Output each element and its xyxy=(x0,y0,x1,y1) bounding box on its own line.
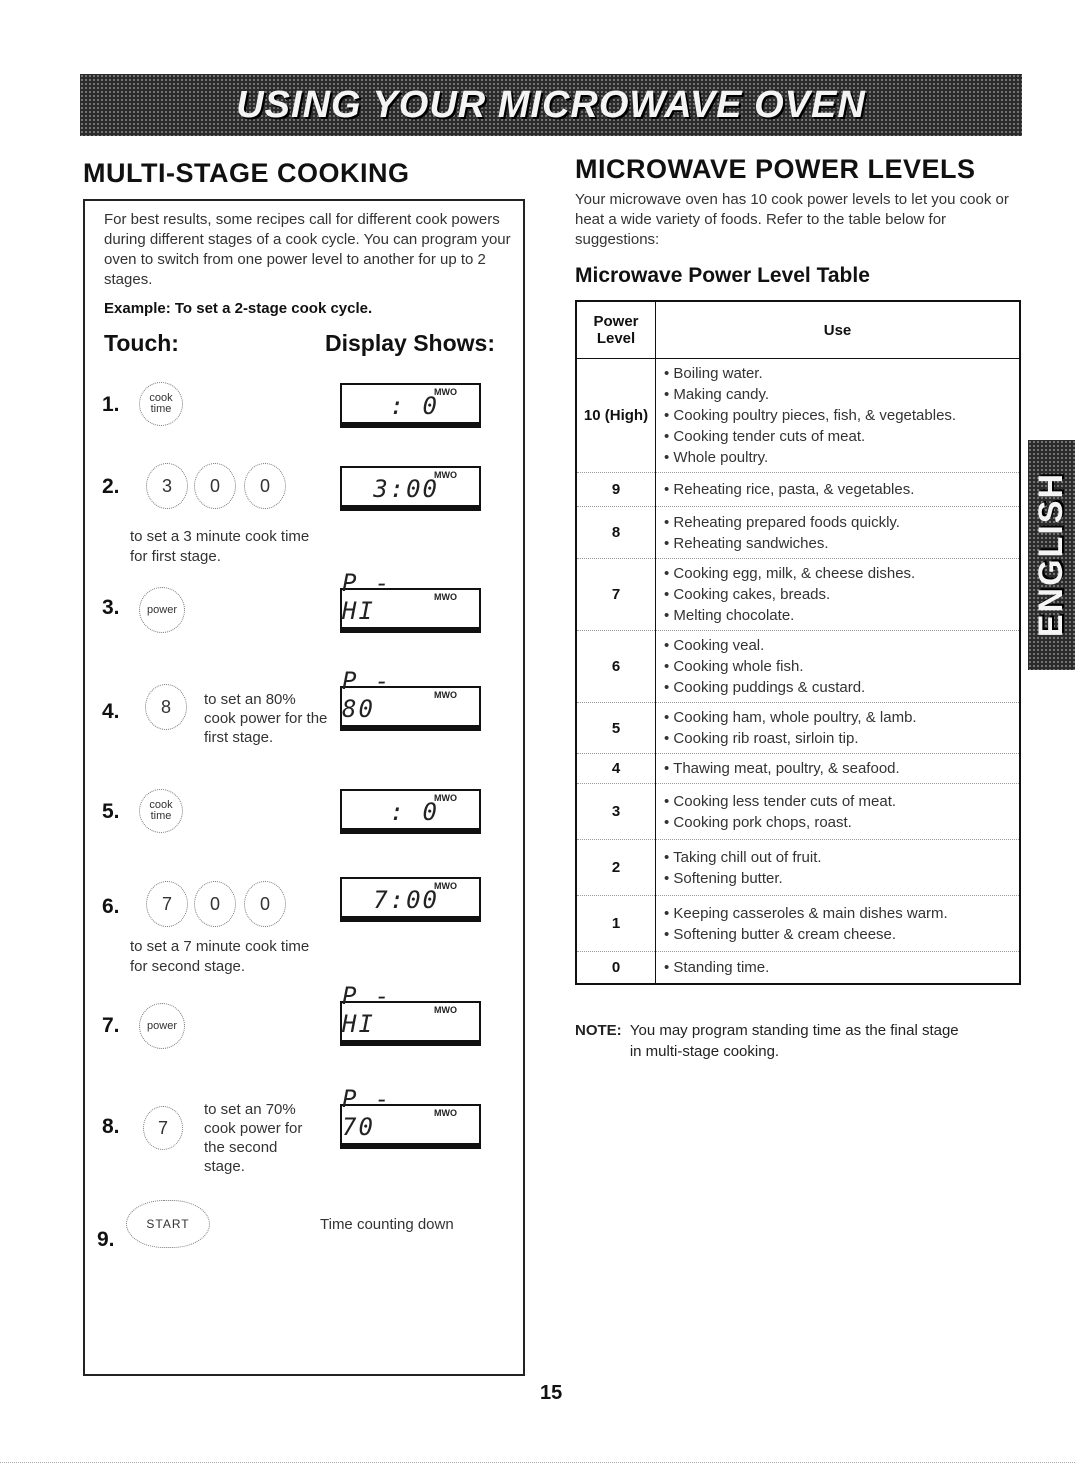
display-panel xyxy=(340,1085,481,1149)
display-panel xyxy=(340,383,481,428)
use-cell xyxy=(656,473,1021,507)
display-badge: MWO xyxy=(434,592,457,602)
use-item: • Taking chill out of fruit. xyxy=(664,847,1013,868)
use-item: • Melting chocolate. xyxy=(664,605,1013,626)
display-panel xyxy=(340,667,481,731)
use-item: • Cooking rib roast, sirloin tip. xyxy=(664,728,1013,749)
display-badge: MWO xyxy=(434,1005,457,1015)
power-key: power xyxy=(139,1003,185,1049)
number-key: 0 xyxy=(194,463,236,509)
display-badge: MWO xyxy=(434,881,457,891)
table-row xyxy=(576,784,1020,840)
step-number: 1. xyxy=(102,393,120,416)
use-item: • Reheating sandwiches. xyxy=(664,533,1013,554)
table-row xyxy=(576,703,1020,754)
use-item: • Whole poultry. xyxy=(664,447,1013,468)
banner-title: USING YOUR MICROWAVE OVEN xyxy=(236,83,866,126)
table-row xyxy=(576,896,1020,952)
step-note: to set an 80% cook power for the first stage. xyxy=(204,691,328,746)
step-number: 5. xyxy=(102,800,120,823)
power-level-table xyxy=(575,300,1021,985)
step-note: to set a 7 minute cook time for second stage. xyxy=(130,938,310,975)
display-value: 7:00 xyxy=(373,886,439,914)
use-item: • Cooking ham, whole poultry, & lamb. xyxy=(664,707,1013,728)
number-key: 0 xyxy=(244,463,286,509)
display-panel xyxy=(340,982,481,1046)
use-item: • Softening butter. xyxy=(664,868,1013,889)
display-badge: MWO xyxy=(434,1108,457,1118)
table-row xyxy=(576,631,1020,703)
power-level-cell: 9 xyxy=(576,473,656,507)
use-item: • Keeping casseroles & main dishes warm. xyxy=(664,903,1013,924)
display-value: P - HI xyxy=(342,982,392,1038)
use-item: • Cooking egg, milk, & cheese dishes. xyxy=(664,563,1013,584)
page-divider xyxy=(0,1462,1075,1463)
use-item: • Cooking whole fish. xyxy=(664,656,1013,677)
use-item: • Reheating rice, pasta, & vegetables. xyxy=(664,479,1013,500)
multi-stage-box xyxy=(83,199,525,1376)
page-banner xyxy=(80,74,1022,136)
power-levels-intro: Your microwave oven has 10 cook power levels to let you cook or heat a wide variety of foods. Refer to the table below for suggestions: xyxy=(575,191,1009,248)
table-row xyxy=(576,952,1020,984)
use-cell xyxy=(656,840,1021,896)
note-label: NOTE: xyxy=(575,1022,622,1039)
power-table-body xyxy=(576,359,1020,984)
power-level-cell: 8 xyxy=(576,507,656,559)
use-item: • Cooking tender cuts of meat. xyxy=(664,426,1013,447)
column-header-use: Use xyxy=(656,301,1021,359)
display-value: : 0 xyxy=(389,798,439,826)
display-value: P - HI xyxy=(342,569,392,625)
use-item: • Cooking puddings & custard. xyxy=(664,677,1013,698)
power-level-cell: 1 xyxy=(576,896,656,952)
table-row xyxy=(576,473,1020,507)
use-item: • Cooking poultry pieces, fish, & vegetables. xyxy=(664,405,1013,426)
column-header-power: Power Level xyxy=(576,301,656,359)
display-status-text: Time counting down xyxy=(320,1216,454,1233)
use-item: • Reheating prepared foods quickly. xyxy=(664,512,1013,533)
use-cell xyxy=(656,784,1021,840)
use-item: • Softening butter & cream cheese. xyxy=(664,924,1013,945)
number-key: 3 xyxy=(146,463,188,509)
table-row xyxy=(576,559,1020,631)
table-row xyxy=(576,359,1020,473)
use-cell xyxy=(656,952,1021,984)
page-number: 15 xyxy=(540,1382,563,1404)
use-item: • Cooking pork chops, roast. xyxy=(664,812,1013,833)
power-level-cell: 0 xyxy=(576,952,656,984)
use-item: • Making candy. xyxy=(664,384,1013,405)
use-item: • Thawing meat, poultry, & seafood. xyxy=(664,758,1013,779)
number-key: 7 xyxy=(143,1106,183,1150)
power-level-cell: 10 (High) xyxy=(576,359,656,473)
cook-time-key: cook time xyxy=(139,382,183,426)
multi-stage-intro: For best results, some recipes call for different cook powers during different stages of a cook cycle. You can program your oven to switch from one power level to another for up to 2 stages. xyxy=(104,211,511,288)
touch-column-label: Touch: xyxy=(104,330,179,356)
use-cell xyxy=(656,754,1021,784)
use-cell xyxy=(656,703,1021,754)
power-key: power xyxy=(139,587,185,633)
use-item: • Cooking veal. xyxy=(664,635,1013,656)
display-badge: MWO xyxy=(434,690,457,700)
step-note: to set an 70% cook power for the second stage. xyxy=(204,1101,303,1175)
power-levels-heading: MICROWAVE POWER LEVELS xyxy=(575,154,976,184)
step-number: 4. xyxy=(102,700,120,723)
cook-time-key: cook time xyxy=(139,789,183,833)
use-cell xyxy=(656,631,1021,703)
power-level-cell: 4 xyxy=(576,754,656,784)
power-table-title: Microwave Power Level Table xyxy=(575,264,870,287)
step-number: 2. xyxy=(102,475,120,498)
display-value: P - 80 xyxy=(342,667,392,723)
power-level-cell: 7 xyxy=(576,559,656,631)
step-note: to set a 3 minute cook time for first stage. xyxy=(130,528,310,565)
note-text: You may program standing time as the final stage in multi-stage cooking. xyxy=(629,1022,959,1060)
multi-stage-heading: MULTI-STAGE COOKING xyxy=(83,158,410,188)
step-number: 8. xyxy=(102,1115,120,1138)
display-column-label: Display Shows: xyxy=(325,330,495,356)
table-row xyxy=(576,754,1020,784)
step-number: 6. xyxy=(102,895,120,918)
power-level-cell: 6 xyxy=(576,631,656,703)
number-key: 8 xyxy=(145,684,187,730)
display-value: : 0 xyxy=(389,392,439,420)
use-item: • Cooking less tender cuts of meat. xyxy=(664,791,1013,812)
table-row xyxy=(576,840,1020,896)
use-cell xyxy=(656,559,1021,631)
power-level-cell: 5 xyxy=(576,703,656,754)
display-badge: MWO xyxy=(434,387,457,397)
step-number: 9. xyxy=(97,1228,115,1251)
use-cell xyxy=(656,359,1021,473)
display-panel xyxy=(340,789,481,834)
start-key: START xyxy=(126,1200,210,1248)
display-panel xyxy=(340,877,481,922)
display-badge: MWO xyxy=(434,470,457,480)
number-key: 0 xyxy=(194,881,236,927)
display-panel xyxy=(340,569,481,633)
use-item: • Boiling water. xyxy=(664,363,1013,384)
language-tab-label: ENGLISH xyxy=(1032,472,1070,638)
display-value: P - 70 xyxy=(342,1085,392,1141)
number-key: 0 xyxy=(244,881,286,927)
power-level-cell: 2 xyxy=(576,840,656,896)
example-label: Example: To set a 2-stage cook cycle. xyxy=(104,300,373,317)
note xyxy=(575,1020,965,1062)
number-key: 7 xyxy=(146,881,188,927)
use-cell xyxy=(656,507,1021,559)
display-value: 3:00 xyxy=(373,475,439,503)
use-item: • Cooking cakes, breads. xyxy=(664,584,1013,605)
power-level-cell: 3 xyxy=(576,784,656,840)
display-badge: MWO xyxy=(434,793,457,803)
language-tab xyxy=(1028,440,1075,670)
step-number: 7. xyxy=(102,1014,120,1037)
table-row xyxy=(576,507,1020,559)
display-panel xyxy=(340,466,481,511)
use-item: • Standing time. xyxy=(664,957,1013,978)
step-number: 3. xyxy=(102,596,120,619)
use-cell xyxy=(656,896,1021,952)
